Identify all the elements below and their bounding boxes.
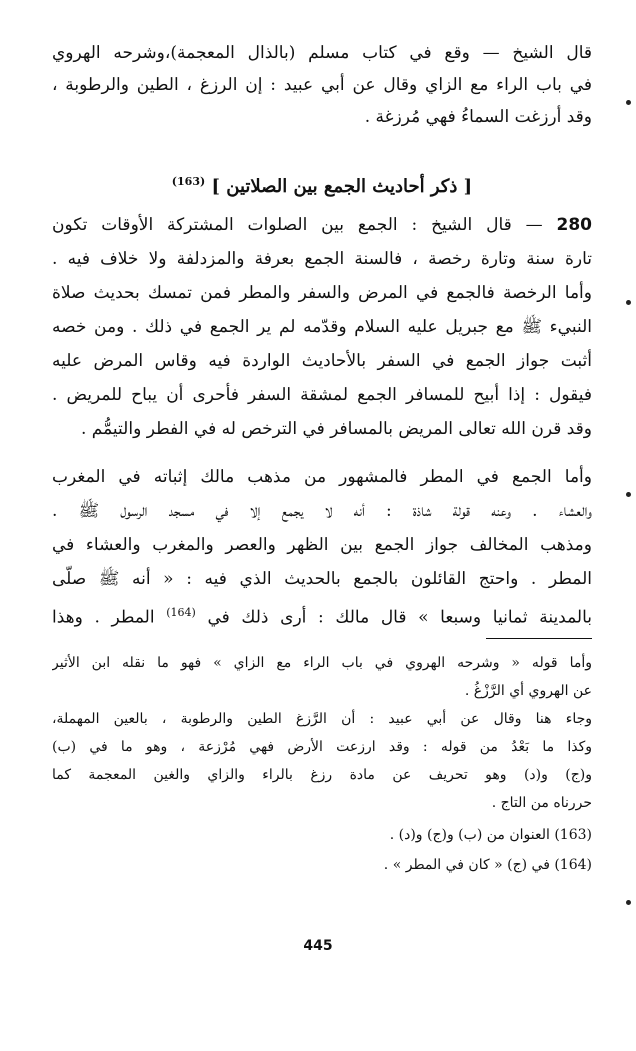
heading-open-bracket: [ [463,176,473,197]
scan-speck [626,100,631,105]
footnote-line: وأما قوله « وشرحه الهروي في باب الراء مع الزاي » فهو ما نقله ابن الأثير [52,655,592,671]
paragraph-first-line [52,210,592,240]
text-line: وقد أرزغت السماءُ فهي مُرزغة . [364,107,592,127]
footnote-line: حررناه من التاج . [491,795,592,811]
text-line: وقد قرن الله تعالى المريض بالمسافر في الترخص له في الفطر والتيمُّم . [80,419,592,439]
section-heading [52,166,592,198]
heading-text: ذكر أحاديث الجمع بين الصلاتين ] [211,176,458,197]
text-line: قال الشيخ — وقع في كتاب مسلم (بالذال المعجمة)،وشرحه الهروي [52,43,592,63]
text-line: ومذهب المخالف جواز الجمع بين الظهر والعصر والمغرب والعشاء في [52,535,592,555]
paragraph-last-line [52,598,592,628]
paragraph-number: 280 [556,215,592,235]
text-line: المطر . وهذا [52,607,155,628]
footnote-line: و(ج) و(د) وهو تحريف عن مادة رزغ بالراء والزاي والغين المعجمة كما [52,767,592,783]
text-line: وأما الجمع في المطر فالمشهور من مذهب مالك إثباته في المغرب [52,467,592,487]
footnote-line: وكذا ما بَعْدُ من قوله : وقد ارزعت الأرض فهي مُرْزعة ، وهو ما في (ب) [52,739,592,755]
text-line: والعشاء . وعنه قولة شاذة : أنه لا يجمع إلا في مسجد الرسول ﷺ . [52,501,592,521]
text-line: بالمدينة ثمانيا وسبعا » قال مالك : أرى ذلك في [207,607,592,628]
text-line: — قال الشيخ : الجمع بين الصلوات المشتركة الأوقات تكون [52,215,543,235]
text-line: المطر . واحتج القائلون بالجمع بالحديث الذي فيه : « أنه ﷺ صلّى [52,569,592,589]
text-line: أثبت جواز الجمع في السفر بالأحاديث الواردة فيه وقاس المرض عليه [52,351,592,371]
footnote-163: (163) العنوان من (ب) و(ج) و(د) . [389,827,592,843]
footnote-line: عن الهروي أي الرَّزْغُ . [464,683,592,699]
scan-speck [626,300,631,305]
footnote-ref: (164) [166,606,196,619]
text-line: تارة سنة وتارة رخصة ، فالسنة الجمع بعرفة والمزدلفة ولا خلاف فيه . [52,249,592,269]
text-line: وأما الرخصة فالجمع في المرض والسفر والمطر فمن تمسك بحديث صلاة [52,283,592,303]
footnote-separator [486,638,592,639]
text-line: النبيء ﷺ مع جبريل عليه السلام وقدّمه لم ير الجمع في ذلك . ومن خصه [52,317,592,337]
footnote-164: (164) في (ج) « كان في المطر » . [383,857,592,873]
scan-speck [626,900,631,905]
text-line: في باب الراء مع الزاي وقال عن أبي عبيد : إن الرزغ ، الطين والرطوبة ، [52,75,592,95]
page-number: 445 [303,938,333,954]
scan-speck [626,492,631,497]
footnote-line: وجاء هنا وقال عن أبي عبيد : أن الرَّزغ الطين والرطوبة ، بالعين المهملة، [52,711,592,727]
text-line: فيقول : إذا أبيح للمسافر الجمع لمشقة السفر فأحرى أن يباح للمريض . [52,385,592,405]
heading-footnote-ref: (163) [171,175,206,188]
